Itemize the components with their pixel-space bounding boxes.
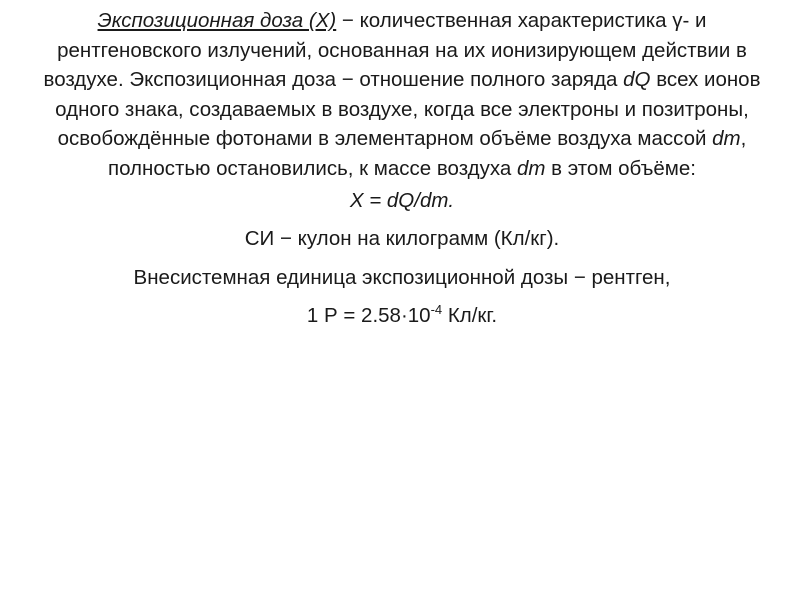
conversion-exponent: -4 <box>430 302 443 317</box>
defined-term: Экспозиционная доза (Х) <box>97 9 337 32</box>
slide-body <box>28 6 776 331</box>
variable-dm: dm <box>517 156 546 180</box>
offsystem-unit-line: Внесистемная единица экспозиционной дозы − рентген, <box>133 266 671 289</box>
si-unit-line: СИ − кулон на килограмм (Кл/кг). <box>244 227 560 250</box>
exposure-dose-formula: Х = dQ/dm. <box>349 189 455 212</box>
definition-text-4: в этом объёме: <box>545 156 696 180</box>
variable-dq: dQ <box>623 68 651 91</box>
definition-text-3: , полностью остановились, к массе воздуха <box>108 127 747 180</box>
conversion-prefix: 1 Р = 2.58·10 <box>306 304 431 327</box>
conversion-suffix: Кл/кг. <box>442 304 498 327</box>
variable-dm: dm <box>712 127 741 150</box>
roentgen-conversion-line <box>28 301 776 331</box>
definition-text-1: − количественная характеристика γ- и рентгеновского излучений, основанная на их ионизирующем действии в воздухе. Экспозиционная доза − отношение полного заряда <box>43 9 747 91</box>
definition-paragraph <box>28 6 776 183</box>
definition-text-2: всех ионов одного знака, создаваемых в воздухе, когда все электроны и позитроны, освобождённые фотонами в элементарном объёме воздуха массой <box>55 68 761 150</box>
